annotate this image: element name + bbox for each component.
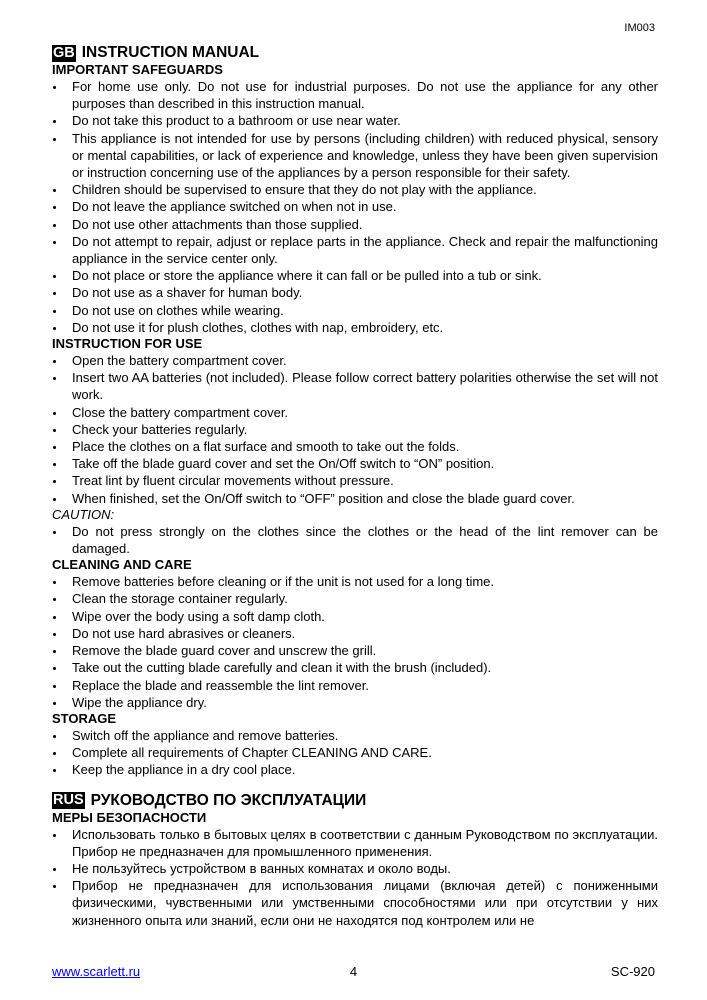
list-item: When finished, set the On/Off switch to “OFF” position and close the blade guard cover. — [52, 490, 658, 507]
list-item: Remove the blade guard cover and unscrew the grill. — [52, 642, 658, 659]
list-item: Прибор не предназначен для использования лицами (включая детей) с пониженными физическими, чувственными или умственными способностями или при отсутствии у них жизненного опыта или знаний, если они не находятся под контролем или не — [52, 877, 658, 929]
list-item: Do not attempt to repair, adjust or replace parts in the appliance. Check and repair the malfunctioning appliance in the service center only. — [52, 233, 658, 267]
list-item: Do not use as a shaver for human body. — [52, 284, 658, 301]
list-item: Do not place or store the appliance where it can fall or be pulled into a tub or sink. — [52, 267, 658, 284]
gb-title: INSTRUCTION MANUAL — [81, 44, 260, 61]
website-link[interactable]: www.scarlett.ru — [52, 964, 141, 979]
list-item: For home use only. Do not use for industrial purposes. Do not use the appliance for any other purposes than described in this instruction manual. — [52, 78, 658, 112]
gb-section-header — [52, 44, 658, 62]
list-item: Использовать только в бытовых целях в соответствии с данным Руководством по эксплуатации. Прибор не предназначен для промышленного применения. — [52, 826, 658, 860]
list-item: Keep the appliance in a dry cool place. — [52, 761, 658, 778]
list-item: Switch off the appliance and remove batteries. — [52, 727, 658, 744]
list-item: Do not leave the appliance switched on when not in use. — [52, 198, 658, 215]
list-item: Do not take this product to a bathroom or use near water. — [52, 112, 658, 129]
list-item: Do not use it for plush clothes, clothes with nap, embroidery, etc. — [52, 319, 658, 336]
page-footer — [52, 964, 655, 982]
list-item: Clean the storage container regularly. — [52, 590, 658, 607]
list-item: Take off the blade guard cover and set the On/Off switch to “ON” position. — [52, 455, 658, 472]
list-item: Не пользуйтесь устройством в ванных комнатах и около воды. — [52, 860, 658, 877]
safeguards-heading: IMPORTANT SAFEGUARDS — [52, 62, 223, 77]
list-item: Treat lint by fluent circular movements without pressure. — [52, 472, 658, 489]
page-content — [52, 44, 658, 929]
document-code: IM003 — [624, 22, 655, 34]
caution-list — [52, 523, 658, 557]
list-item: Open the battery compartment cover. — [52, 352, 658, 369]
list-item: Wipe over the body using a soft damp cloth. — [52, 608, 658, 625]
storage-list — [52, 727, 658, 779]
list-item: Do not use hard abrasives or cleaners. — [52, 625, 658, 642]
instruction-list — [52, 352, 658, 507]
list-item: Close the battery compartment cover. — [52, 404, 658, 421]
cleaning-list — [52, 573, 658, 711]
list-item: Place the clothes on a flat surface and smooth to take out the folds. — [52, 438, 658, 455]
language-badge-rus: RUS — [53, 792, 84, 809]
list-item: Do not use other attachments than those supplied. — [52, 216, 658, 233]
rus-title: РУКОВОДСТВО ПО ЭКСПЛУАТАЦИИ — [90, 791, 367, 809]
safeguards-list — [52, 78, 658, 336]
rus-safety-heading: МЕРЫ БЕЗОПАСНОСТИ — [52, 809, 207, 825]
language-badge-gb: GB — [53, 44, 75, 61]
list-item: Take out the cutting blade carefully and clean it with the brush (included). — [52, 659, 658, 676]
page-number: 4 — [349, 964, 358, 979]
list-item: Wipe the appliance dry. — [52, 694, 658, 711]
list-item: Do not use on clothes while wearing. — [52, 302, 658, 319]
rus-section-header — [52, 792, 658, 810]
caution-label: CAUTION: — [52, 506, 115, 522]
storage-heading: STORAGE — [52, 710, 117, 726]
list-item: This appliance is not intended for use by persons (including children) with reduced physical, sensory or mental capabilities, or lack of experience and knowledge, unless they have been given supervision or instruction concerning use of the appliances by a person responsible for their safety. — [52, 130, 658, 182]
model-number: SC-920 — [610, 964, 655, 979]
cleaning-heading: CLEANING AND CARE — [52, 557, 192, 573]
list-item: Insert two AA batteries (not included). Please follow correct battery polarities otherwise the set will not work. — [52, 369, 658, 403]
list-item: Complete all requirements of Chapter CLEANING AND CARE. — [52, 744, 658, 761]
rus-safety-list — [52, 826, 658, 929]
list-item: Remove batteries before cleaning or if the unit is not used for a long time. — [52, 573, 658, 590]
list-item: Check your batteries regularly. — [52, 421, 658, 438]
list-item: Replace the blade and reassemble the lint remover. — [52, 677, 658, 694]
list-item: Do not press strongly on the clothes since the clothes or the head of the lint remover can be damaged. — [52, 523, 658, 557]
instruction-heading: INSTRUCTION FOR USE — [52, 336, 203, 352]
list-item: Children should be supervised to ensure that they do not play with the appliance. — [52, 181, 658, 198]
